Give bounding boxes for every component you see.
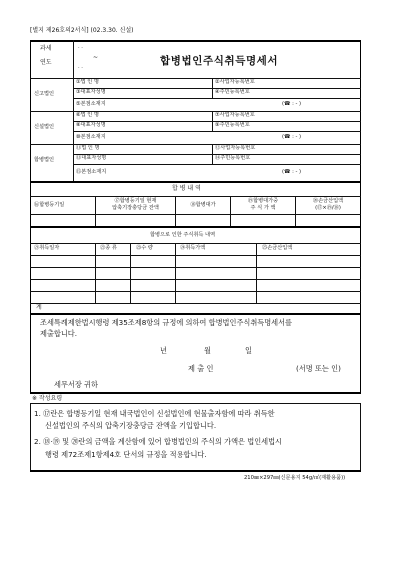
date-month: 월: [204, 346, 211, 355]
date-day: 일: [245, 346, 252, 355]
instructions-heading: ※ 작성요령: [32, 395, 63, 402]
party3-rep-label: ⑬대표자성명: [76, 155, 107, 161]
merger-col-deductible-a: ⑳손금산입액: [312, 198, 344, 204]
party1-bizno-label: ②사업자등록번호: [215, 79, 255, 85]
party1-address-label: ⑤본점소재지: [76, 101, 106, 107]
party1-name-label: ①법 인 명: [76, 79, 99, 85]
party3-tel: (☎ : - ): [282, 169, 302, 175]
merger-col-date: ⑯합병등기일: [34, 202, 65, 208]
merger-section-title: 합 병 내 역: [172, 185, 201, 192]
stock-col-date: ㉑취득일자: [34, 245, 60, 251]
party2-bizno-label: ⑦사업자등록번호: [215, 112, 255, 118]
paper-spec: 210㎜×297㎜(신문용지 54g/㎡(재활용품)): [244, 475, 346, 481]
year-end: · ·: [78, 65, 83, 71]
party2-tel: (☎ : - ): [282, 134, 302, 140]
year-label-bottom: 연도: [40, 59, 52, 66]
instruction-2-line1: 2. ⑱·⑲ 및 ⑳란의 금액을 계산함에 있어 합병법인의 주식의 가액은 법인세법시: [34, 437, 282, 446]
instruction-1-line2: 신설법인의 주식의 압축기장충당금 잔액을 기입합니다.: [45, 421, 217, 430]
party2-id-label: ⑨주민등록번호: [215, 122, 250, 128]
merger-col-stock-value-b: 주 식 가 액: [250, 205, 276, 211]
year-tilde: ~: [93, 54, 99, 61]
party2-address-label: ⑩본점소재지: [76, 134, 106, 140]
party1-side-label: 신고법인: [34, 91, 55, 97]
declaration-line1: 조세특례제한법시행령 제35조제8항의 규정에 의하여 합병법인주식취득명세서를: [40, 318, 292, 327]
year-start: · ·: [78, 45, 83, 51]
party1-tel: (☎ : - ): [282, 101, 302, 107]
party2-rep-label: ⑧대표자성명: [76, 122, 106, 128]
stock-total-label: 계: [36, 304, 42, 311]
merger-col-consideration: ⑱합병대가: [190, 202, 216, 208]
merger-col-reserve-b: 압축기장충당금 잔액: [112, 205, 159, 211]
declaration-line2: 제출합니다.: [40, 329, 78, 338]
signature-label: (서명 또는 인): [296, 364, 341, 373]
stock-col-qty: ㉓수 량: [136, 245, 153, 251]
instruction-2-line2: 행령 제72조제1항제4호 단서의 규정을 적용합니다.: [45, 450, 207, 459]
merger-col-stock-value-a: ⑲합병대가중: [247, 198, 279, 204]
party1-id-label: ④주민등록번호: [215, 89, 250, 95]
party2-name-label: ⑥법 인 명: [76, 112, 99, 118]
party1-rep-label: ③대표자성명: [76, 89, 106, 95]
stock-col-deductible: ㉕손금산입액: [262, 245, 293, 251]
party3-id-label: ⑭주민등록번호: [215, 155, 251, 161]
submitter-label: 제 출 인: [188, 364, 214, 373]
party3-address-label: ⑮본점소재지: [76, 169, 107, 175]
party3-name-label: ⑪법 인 명: [76, 145, 100, 151]
stock-section-title: 합병으로 인한 주식취득 내역: [150, 232, 216, 238]
recipient-label: 세무서장 귀하: [54, 380, 98, 389]
date-year: 년: [160, 346, 167, 355]
party2-side-label: 신설법인: [34, 124, 55, 130]
merger-col-reserve-a: ⑰합병등기일 현재: [114, 198, 157, 204]
party3-bizno-label: ⑫사업자등록번호: [215, 145, 256, 151]
merger-col-deductible-b: (⑰×⑲/⑱): [315, 205, 341, 211]
party3-side-label: 합병법인: [34, 157, 55, 163]
year-label-top: 과세: [40, 45, 52, 52]
instruction-1-line1: 1. ⑰란은 합병등기일 현재 내국법인이 신설법인에 현물출자함에 따라 취득한: [34, 409, 275, 418]
stock-col-cost: ㉔취득가액: [180, 245, 206, 251]
stock-col-type: ㉒종 류: [100, 245, 117, 251]
form-title: 합병법인주식취득명세서: [160, 55, 279, 67]
form-reference: [별지 제26호의2서식] (02.3.30. 신설): [30, 27, 134, 34]
